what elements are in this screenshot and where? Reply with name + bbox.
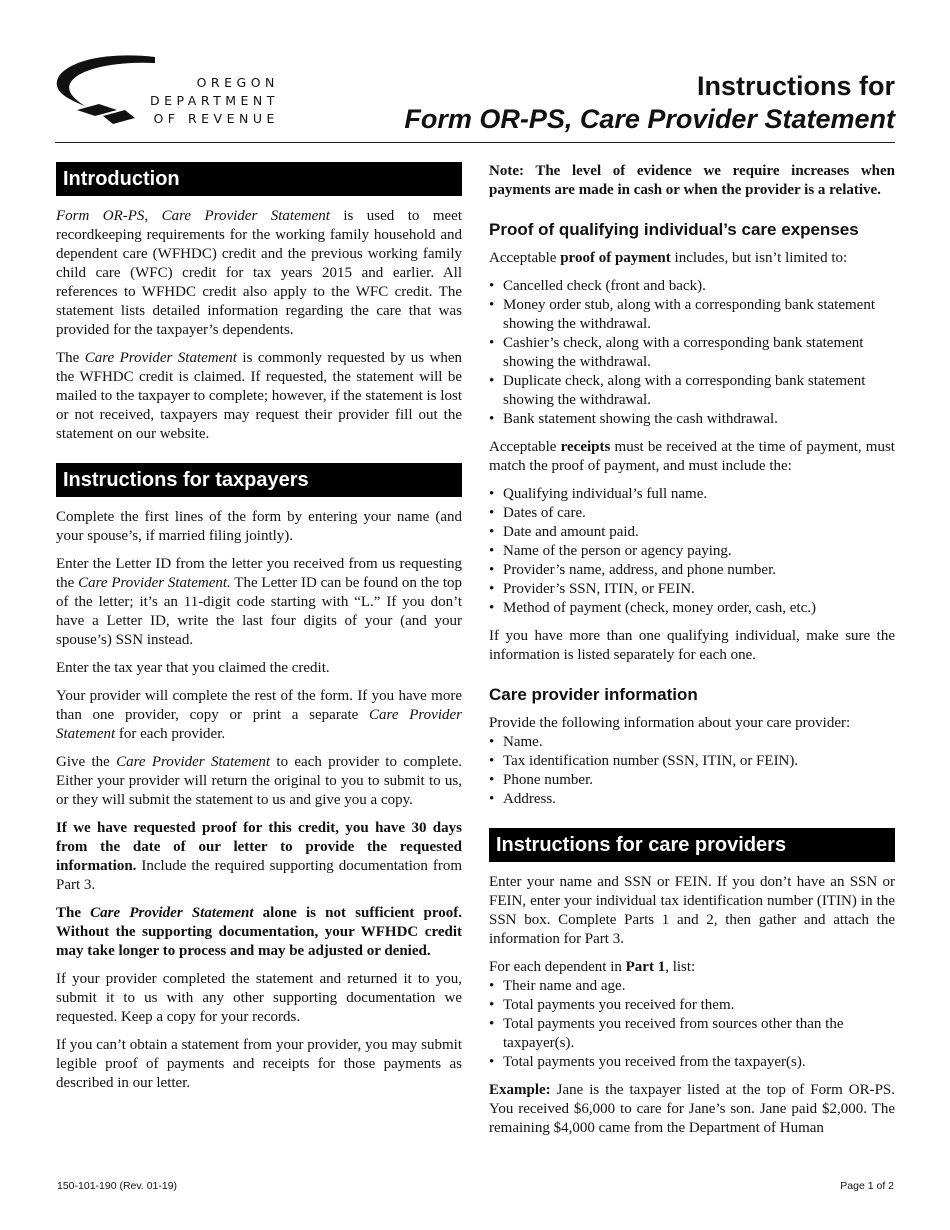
statement-name: Care Provider Statement <box>84 350 237 366</box>
text: The <box>56 350 85 366</box>
logo-line-revenue: OF REVENUE <box>153 111 279 126</box>
text: to each provider to complete. Either your provider will return the original to you to submit to us, or they will submit the statement to us and give you a copy. <box>56 754 462 808</box>
statement-name: Care Provider Statement <box>56 707 462 742</box>
bold-text: The <box>56 905 91 921</box>
example-paragraph <box>489 1081 895 1138</box>
proof-list <box>489 277 895 429</box>
text: Include the required supporting documentation from Part 3. <box>56 858 462 893</box>
taxpayers-paragraph-5 <box>56 753 462 810</box>
text: Your provider will complete the rest of the form. If you have more than one provider, copy or print a separate <box>56 688 462 723</box>
bold-text: receipts <box>560 439 611 455</box>
text: Acceptable <box>489 439 561 455</box>
section-heading-taxpayers: Instructions for taxpayers <box>56 463 462 497</box>
taxpayers-paragraph-3: Enter the tax year that you claimed the credit. <box>56 660 330 676</box>
evidence-note <box>489 162 895 200</box>
bold-text: Part 1 <box>625 959 666 975</box>
bold-text: Note: The level of evidence we require increases when payments are made in cash or when the provider is a relative. <box>489 163 895 198</box>
list-item: • Total payments you received from the taxpayer(s). <box>489 1053 895 1072</box>
list-item: • Tax identification number (SSN, ITIN, or FEIN). <box>489 752 895 771</box>
text: must be received at the time of payment, must match the proof of payment, and must include the: <box>489 439 895 474</box>
bold-text: proof of payment <box>560 250 671 266</box>
taxpayers-paragraph-1: Complete the first lines of the form by entering your name (and your spouse’s, if married filing jointly). <box>56 509 462 544</box>
logo-line-oregon: OREGON <box>196 75 279 90</box>
taxpayers-paragraph-2 <box>56 555 462 650</box>
page-header <box>55 52 895 142</box>
list-item: • Provider’s name, address, and phone number. <box>489 561 895 580</box>
list-item: • Date and amount paid. <box>489 523 895 542</box>
list-item: • Address. <box>489 790 895 809</box>
list-item: • Duplicate check, along with a corresponding bank statement showing the withdrawal. <box>489 372 895 410</box>
text: For each dependent in <box>489 959 626 975</box>
bold-text: Example: <box>489 1082 551 1098</box>
statement-name: Care Provider Statement. <box>78 575 231 591</box>
statement-name: Care Provider Statement <box>116 754 271 770</box>
bold-text: alone is not sufficient proof. Without the supporting documentation, your WFHDC credit may take longer to process and may be adjusted or denied. <box>56 905 462 959</box>
logo-line-department: DEPARTMENT <box>150 93 279 108</box>
statement-name: Care Provider Statement <box>90 905 254 921</box>
list-item: • Bank statement showing the cash withdrawal. <box>489 410 895 429</box>
taxpayers-paragraph-9: If you can’t obtain a statement from your provider, you may submit legible proof of payments and receipts for those payments as described in our letter. <box>56 1037 462 1091</box>
list-item: • Cashier’s check, along with a corresponding bank statement showing the withdrawal. <box>489 334 895 372</box>
text: includes, but isn’t limited to: <box>670 250 848 266</box>
list-item: • Total payments you received for them. <box>489 996 895 1015</box>
providers-paragraph-2 <box>489 958 895 977</box>
list-item: • Dates of care. <box>489 504 895 523</box>
left-column <box>56 162 462 1102</box>
list-item: • Phone number. <box>489 771 895 790</box>
form-name: Form OR-PS <box>56 208 145 224</box>
statement-name: Care Provider Statement <box>161 208 330 224</box>
text: Acceptable <box>489 250 561 266</box>
receipts-list <box>489 485 895 618</box>
bold-text: If we have requested proof for this credit, you have 30 days from the date of our letter to provide the requested information. <box>56 820 462 874</box>
form-number: 150-101-190 (Rev. 01-19) <box>57 1180 178 1192</box>
text: The Letter ID can be found on the top of the letter; it’s an 11-digit code starting with “L.” If you don’t have a Letter ID, write the last four digits of your (and your spouse’s) SSN instead. <box>56 575 462 648</box>
text: Enter the Letter ID from the letter you received from us requesting the <box>56 556 462 591</box>
dependent-list <box>489 977 895 1072</box>
receipts-intro <box>489 438 895 476</box>
text: , list: <box>665 959 696 975</box>
proof-intro <box>489 249 895 268</box>
care-provider-intro: Provide the following information about your care provider: <box>489 715 851 731</box>
intro-paragraph-1 <box>56 207 462 340</box>
multiple-individuals-paragraph: If you have more than one qualifying individual, make sure the information is listed separately for each one. <box>489 628 895 663</box>
proof-heading: Proof of qualifying individual’s care expenses <box>489 220 859 239</box>
list-item: • Qualifying individual’s full name. <box>489 485 895 504</box>
list-item: • Money order stub, along with a corresponding bank statement showing the withdrawal. <box>489 296 895 334</box>
text: is commonly requested by us when the WFHDC credit is claimed. If requested, the statement will be mailed to the taxpayer to complete; however, if the statement is lost or not received, taxpayers may request their provider fill out the statement on our website. <box>56 350 462 442</box>
list-item: • Provider’s SSN, ITIN, or FEIN. <box>489 580 895 599</box>
intro-paragraph-2 <box>56 349 462 444</box>
list-item: • Total payments you received from sources other than the taxpayer(s). <box>489 1015 895 1053</box>
taxpayers-paragraph-4 <box>56 687 462 744</box>
taxpayers-paragraph-7 <box>56 904 462 961</box>
header-divider <box>55 142 895 143</box>
swoosh-icon <box>55 52 155 132</box>
providers-paragraph-1: Enter your name and SSN or FEIN. If you don’t have an SSN or FEIN, enter your individual tax identification number (ITIN) in the SSN box. Complete Parts 1 and 2, then gather and attach the information for Part 3. <box>489 874 895 947</box>
list-item: • Name. <box>489 733 895 752</box>
oregon-revenue-logo <box>55 52 285 132</box>
page-number: Page 1 of 2 <box>840 1180 894 1192</box>
taxpayers-paragraph-6 <box>56 819 462 895</box>
right-column <box>489 162 895 1147</box>
list-item: • Their name and age. <box>489 977 895 996</box>
title-line-1: Instructions for <box>696 71 895 101</box>
list-item: • Method of payment (check, money order, cash, etc.) <box>489 599 895 618</box>
text: , <box>144 208 162 224</box>
page-title <box>404 70 895 136</box>
care-provider-heading: Care provider information <box>489 685 698 704</box>
text: Jane is the taxpayer listed at the top of Form OR-PS. You received $6,000 to care for Jane’s son. Jane paid $2,000. The remaining $4,000 came from the Department of Human <box>489 1082 895 1136</box>
section-heading-care-providers: Instructions for care providers <box>489 828 895 862</box>
section-heading-introduction: Introduction <box>56 162 462 196</box>
list-item: • Cancelled check (front and back). <box>489 277 895 296</box>
logo-wordmark <box>150 74 279 128</box>
text: Give the <box>56 754 117 770</box>
text: is used to meet recordkeeping requirements for the working family household and dependent care (WFHDC) credit and the previous working family child care (WFC) credit for tax years 2015 and earlier. All references to WFHDC credit also apply to the WFC credit. The statement lists detailed information regarding the care that was provided for the taxpayer’s dependents. <box>56 208 462 338</box>
care-provider-list <box>489 733 895 809</box>
taxpayers-paragraph-8: If your provider completed the statement and returned it to you, submit it to us with any other supporting documentation we requested. Keep a copy for your records. <box>56 971 462 1025</box>
text: for each provider. <box>115 726 226 742</box>
list-item: • Name of the person or agency paying. <box>489 542 895 561</box>
title-line-2: Form OR-PS, Care Provider Statement <box>404 104 895 134</box>
